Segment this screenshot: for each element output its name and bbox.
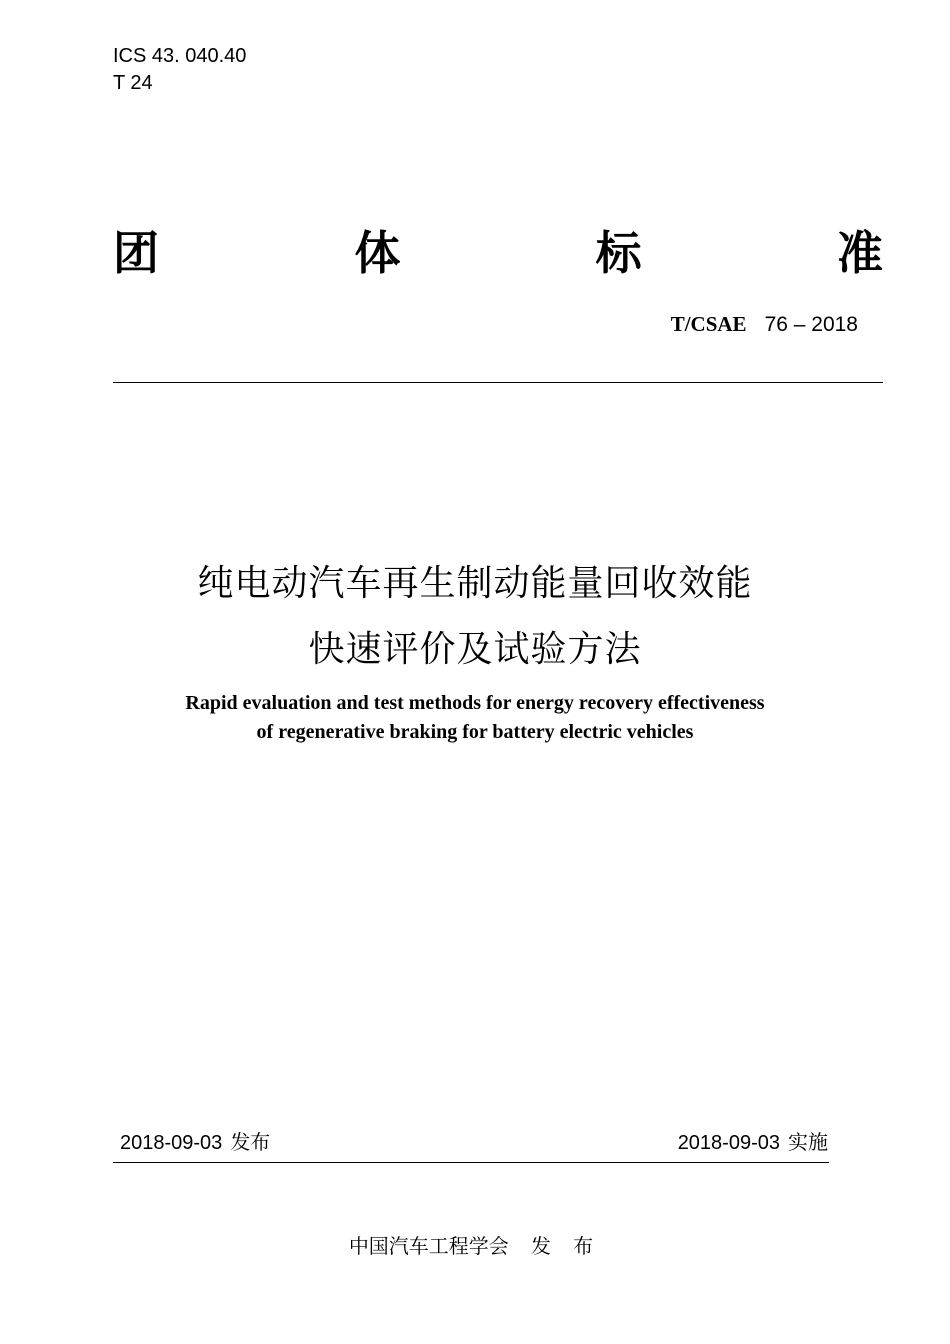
standard-number (671, 310, 858, 339)
standard-type-char: 体 (354, 226, 401, 280)
standard-type-char: 标 (595, 226, 642, 280)
issue-date-label: 发布 (230, 1130, 271, 1154)
chinese-title-line-1: 纯电动汽车再生制动能量回收效能 (197, 563, 753, 604)
chinese-title-line-2: 快速评价及试验方法 (308, 629, 642, 670)
footer-divider (113, 1162, 829, 1163)
publisher-name: 中国汽车工程学会 (348, 1234, 509, 1258)
standard-type-heading (113, 222, 883, 284)
issue-date (120, 1129, 270, 1156)
standard-type-char: 团 (113, 226, 159, 280)
standard-org-code: T/CSAE (670, 312, 747, 336)
publisher-line (0, 1232, 950, 1260)
implementation-date (678, 1129, 828, 1156)
english-title-line-2: of regenerative braking for battery electric vehicles (256, 721, 694, 743)
ics-code: ICS 43. 040.40 (113, 45, 247, 67)
implementation-date-label: 实施 (788, 1130, 828, 1154)
standard-number-value: 76 – 2018 (764, 313, 858, 336)
issue-date-value: 2018-09-03 (120, 1132, 223, 1154)
english-title-line-1: Rapid evaluation and test methods for energy recovery effectiveness (185, 692, 765, 714)
implementation-date-value: 2018-09-03 (677, 1132, 780, 1154)
classification-code: T 24 (113, 72, 153, 94)
header-divider (113, 382, 883, 383)
standard-type-char: 准 (836, 226, 883, 280)
publisher-action: 发 布 (530, 1234, 602, 1258)
